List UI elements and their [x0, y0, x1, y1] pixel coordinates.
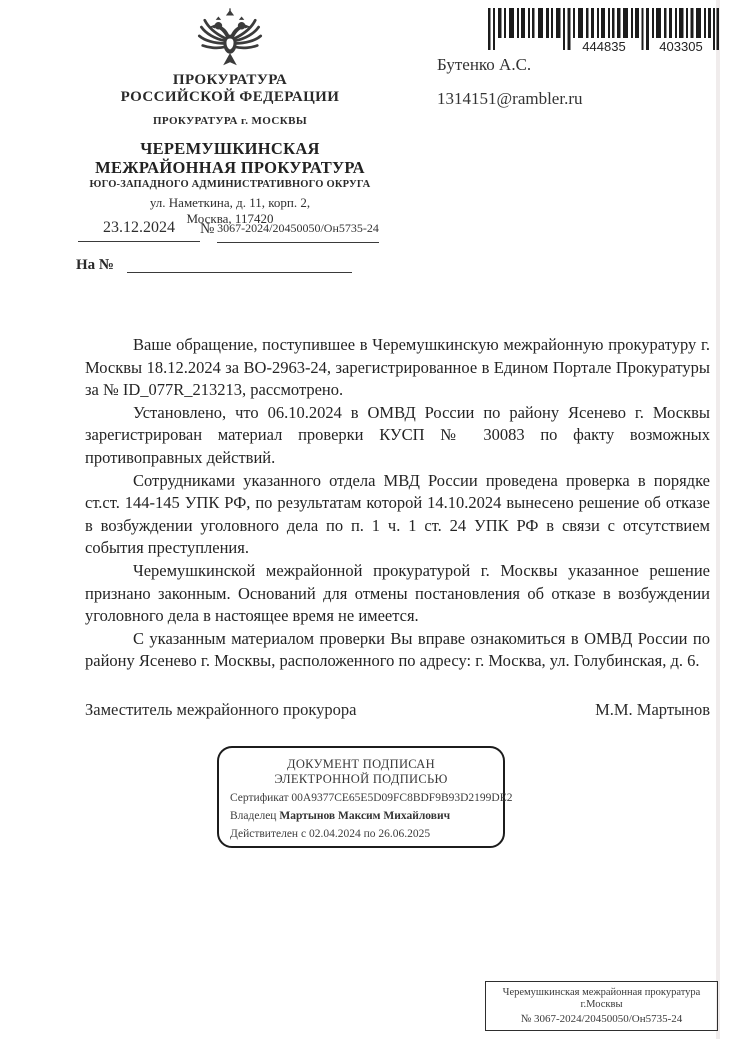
valid-from-date: 02.04.2024 [308, 828, 361, 840]
office-address-line2: Москва, 117420 [186, 210, 274, 226]
owner-value: Мартынов Максим Михайлович [279, 810, 451, 822]
certificate-label: Сертификат [230, 792, 289, 804]
esign-owner-line [230, 810, 492, 823]
regstamp-office-line1: Черемушкинская межрайонная прокуратура [502, 987, 701, 998]
certificate-value: 00A9377CE65E5D09FC8BDF9B93D2199DE2 [291, 792, 513, 804]
office-address-line1: ул. Наметкина, д. 11, корп. 2, [149, 195, 311, 210]
recipient-name: Бутенко А.С. [437, 55, 532, 74]
valid-to-label: по [363, 828, 376, 840]
signer-position: Заместитель межрайонного прокурора [85, 700, 357, 719]
reply-to-blank-line [127, 257, 352, 273]
owner-label: Владелец [230, 810, 277, 822]
paragraph-1: Ваше обращение, поступившее в Черемушкинскую межрайонную прокуратуру г. Москвы 18.12.2024 за ВО-2963-24, зарегистрированное в Едином Портале Прокуратуры за № ID_077R_213213, рассмотрено. [85, 335, 710, 400]
esign-title-line1: ДОКУМЕНТ ПОДПИСАН [287, 757, 435, 771]
signer-name: М.М. Мартынов [595, 700, 710, 719]
district-name: ЮГО-ЗАПАДНОГО АДМИНИСТРАТИВНОГО ОКРУГА [89, 179, 371, 190]
signature-row [85, 700, 710, 720]
paragraph-2: Установлено, что 06.10.2024 в ОМВД России по району Ясенево г. Москвы зарегистрирован материал проверки КУСП № 30083 по факту возможных противоправных действий. [85, 402, 710, 467]
regstamp-number-line [486, 1013, 717, 1025]
org-name-line3: ПРОКУРАТУРА г. МОСКВЫ [152, 115, 308, 127]
paragraph-5: С указанным материалом проверки Вы вправе ознакомиться в ОМВД России по району Ясенево г. Москвы, расположенного по адресу: г. Москва, ул. Голубинская, д. 6. [85, 628, 710, 671]
valid-to-date: 26.06.2025 [378, 828, 431, 840]
regstamp-office-line2: г.Москвы [580, 998, 623, 1010]
regstamp-number-sign: № [520, 1013, 532, 1025]
letter-date: 23.12.2024 [78, 219, 200, 242]
recipient-email: 1314151@rambler.ru [437, 89, 583, 108]
registration-stamp [485, 981, 718, 1031]
electronic-signature-stamp [217, 746, 513, 848]
org-name-line1: ПРОКУРАТУРА [172, 72, 288, 88]
number-sign: № [200, 221, 215, 237]
letter-number: 3067-2024/20450050/Он5735-24 [217, 221, 379, 243]
letterhead [40, 8, 420, 226]
paragraph-4: Черемушкинской межрайонной прокуратурой г. Москвы указанное решение признано законным. Оснований для отмены постановления об отказе в возбуждении уголовного дела в настоящее время не имеется. [85, 560, 710, 626]
validity-label: Действителен с [230, 828, 307, 840]
esign-certificate-line [230, 792, 513, 805]
recipient-block [437, 48, 717, 116]
barcode-left-number: 444835 [582, 39, 626, 54]
esign-validity-line [230, 828, 492, 841]
org-name-line2: РОССИЙСКОЙ ФЕДЕРАЦИИ [120, 89, 340, 105]
scan-edge-artifact [716, 0, 720, 1039]
barcode-right-number: 403305 [659, 39, 703, 54]
esign-title-line2: ЭЛЕКТРОННОЙ ПОДПИСЬЮ [274, 772, 448, 786]
paragraph-3: Сотрудниками указанного отдела МВД России проведена проверка в порядке ст.ст. 144-145 УПК РФ, по результатам которой 14.10.2024 вынесено решение об отказе в возбуждении уголовного дела по п. 1 ч. 1 ст. 24 УПК РФ в связи с отсутствием события преступления. [85, 470, 710, 558]
office-name-line1: ЧЕРЕМУШКИНСКАЯ [140, 139, 320, 158]
regstamp-number: 3067-2024/20450050/Он5735-24 [533, 1013, 683, 1025]
letter-body [85, 334, 710, 673]
office-name-line2: МЕЖРАЙОННАЯ ПРОКУРАТУРА [95, 158, 365, 177]
russia-coat-of-arms-icon [194, 8, 266, 68]
reply-to-label: На № [76, 257, 114, 273]
